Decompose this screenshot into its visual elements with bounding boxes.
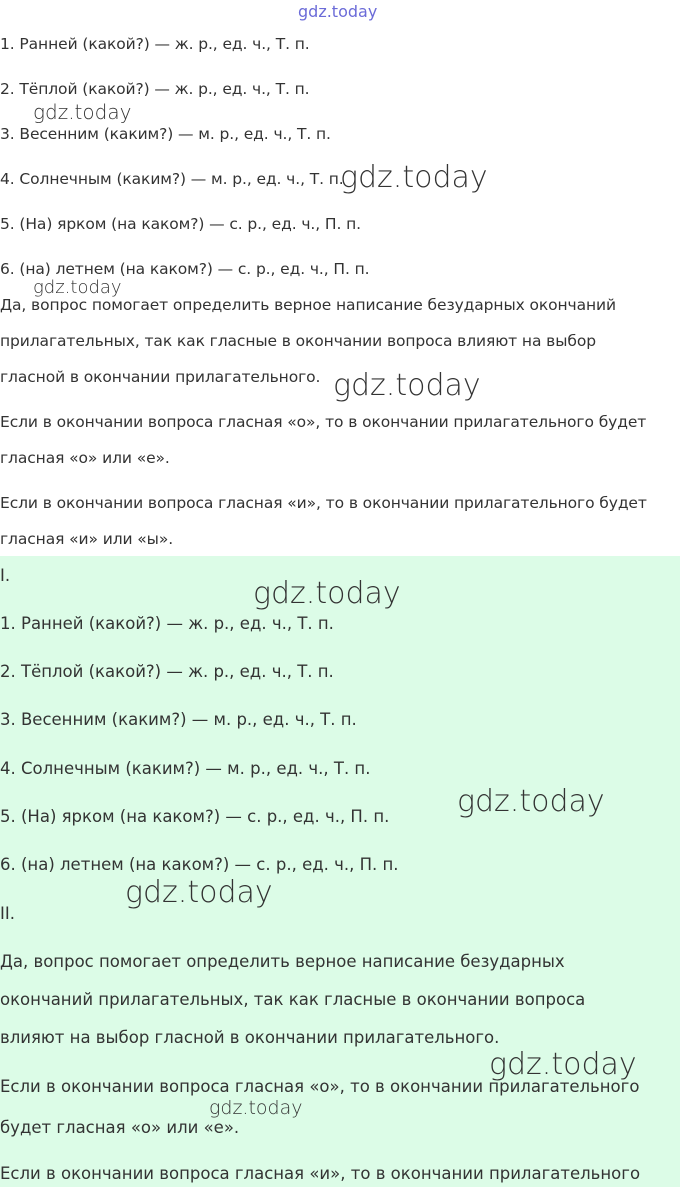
- text-line: 2. Тёплой (какой?) — ж. р., ед. ч., Т. п.: [0, 662, 334, 681]
- text-line: 4. Солнечным (каким?) — м. р., ед. ч., Т. п.: [0, 170, 344, 188]
- text-line: влияют на выбор гласной в окончании прилагательного.: [0, 1028, 500, 1047]
- text-line: будет гласная «о» или «е».: [0, 1118, 240, 1137]
- watermark: gdz.today: [489, 1047, 637, 1082]
- watermark: gdz.today: [298, 2, 378, 21]
- text-line: 6. (на) летнем (на каком?) — с. р., ед. ч., П. п.: [0, 260, 370, 278]
- watermark: gdz.today: [333, 368, 481, 403]
- text-line: 1. Ранней (какой?) — ж. р., ед. ч., Т. п.: [0, 614, 334, 633]
- text-line: Если в окончании вопроса гласная «и», то в окончании прилагательного будет: [0, 494, 647, 512]
- text-line: 3. Весенним (каким?) — м. р., ед. ч., Т. п.: [0, 710, 357, 729]
- text-line: Да, вопрос помогает определить верное написание безударных: [0, 952, 565, 971]
- text-line: гласная «о» или «е».: [0, 449, 170, 467]
- text-line: 3. Весенним (каким?) — м. р., ед. ч., Т. п.: [0, 125, 331, 143]
- text-line: 5. (На) ярком (на каком?) — с. р., ед. ч., П. п.: [0, 807, 390, 826]
- watermark: gdz.today: [209, 1097, 303, 1119]
- text-line: Если в окончании вопроса гласная «и», то в окончании прилагательного: [0, 1164, 641, 1183]
- watermark: gdz.today: [125, 875, 273, 910]
- text-line: гласной в окончании прилагательного.: [0, 368, 321, 386]
- watermark: gdz.today: [457, 784, 605, 819]
- section-heading: I.: [0, 566, 11, 585]
- watermark: gdz.today: [340, 160, 488, 195]
- text-line: Да, вопрос помогает определить верное написание безударных окончаний: [0, 296, 616, 314]
- text-line: Если в окончании вопроса гласная «о», то в окончании прилагательного: [0, 1077, 640, 1096]
- text-line: 2. Тёплой (какой?) — ж. р., ед. ч., Т. п.: [0, 80, 310, 98]
- text-line: 4. Солнечным (каким?) — м. р., ед. ч., Т. п.: [0, 759, 371, 778]
- watermark: gdz.today: [253, 576, 401, 611]
- watermark: gdz.today: [33, 277, 122, 298]
- text-line: Если в окончании вопроса гласная «о», то в окончании прилагательного будет: [0, 413, 647, 431]
- watermark: gdz.today: [33, 100, 132, 124]
- text-line: 6. (на) летнем (на каком?) — с. р., ед. ч., П. п.: [0, 855, 399, 874]
- text-line: 1. Ранней (какой?) — ж. р., ед. ч., Т. п.: [0, 35, 310, 53]
- text-line: прилагательных, так как гласные в окончании вопроса влияют на выбор: [0, 332, 596, 350]
- text-line: окончаний прилагательных, так как гласные в окончании вопроса: [0, 990, 586, 1009]
- text-line: гласная «и» или «ы».: [0, 530, 174, 548]
- text-line: 5. (На) ярком (на каком?) — с. р., ед. ч., П. п.: [0, 215, 361, 233]
- section-heading: II.: [0, 904, 15, 923]
